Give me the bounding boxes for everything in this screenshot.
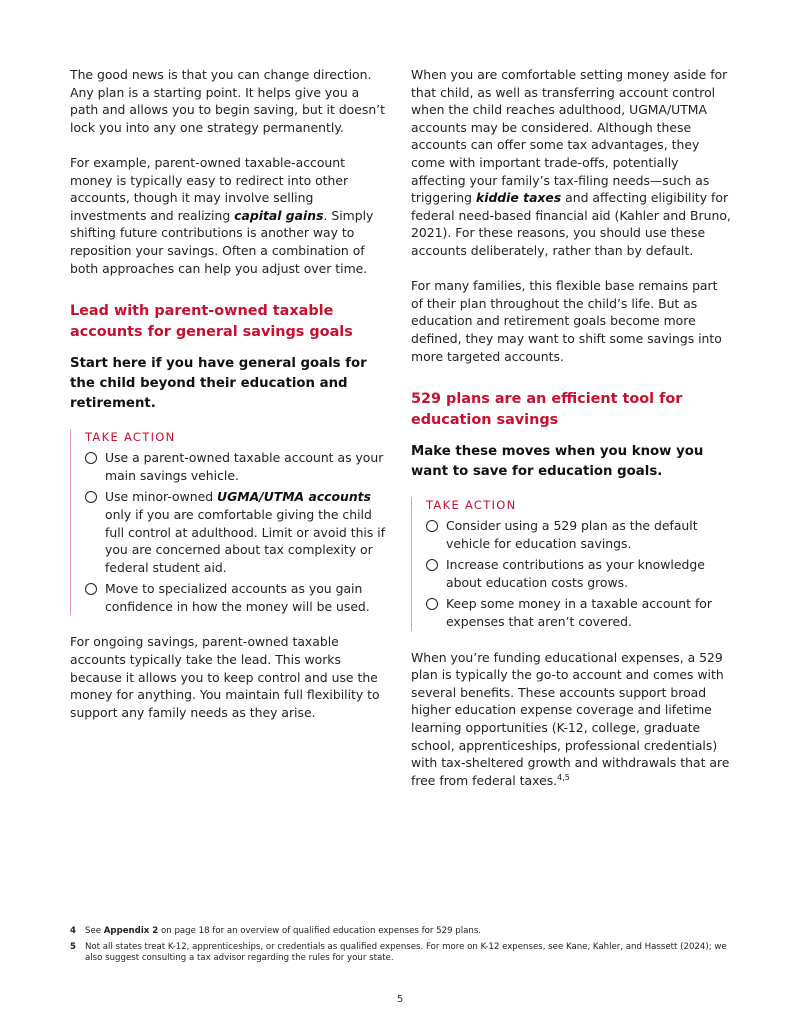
appendix-reference: Appendix 2	[103, 926, 159, 936]
paragraph: For example, parent-owned taxable-account money is typically easy to redirect into other accounts, though it may involve selling investments and realizing capital gains. Simply shifting future contributions is another way to reposition your savings. Often a combination of both approaches can help you adjust over time.	[70, 154, 374, 276]
take-action-label: TAKE ACTION	[426, 498, 517, 513]
footnote-number: 5	[70, 941, 76, 952]
list-item: Use minor-owned UGMA/UTMA accounts only if you are comfortable giving the child full control at adulthood. Limit or avoid this if you are concerned about tax complexity or federal student aid.	[85, 488, 390, 576]
term-capital-gains: capital gains	[234, 207, 324, 223]
term-ugma-utma: UGMA/UTMA accounts	[217, 489, 371, 505]
paragraph: When you’re funding educational expenses, a 529 plan is typically the go-to account and comes with several benefits. These accounts support broad higher education expense coverage and lifetime learning opportunities (K-12, college, graduate school, apprenticeships, professional credentials) with tax-sheltered growth and withdrawals that are free from federal taxes.$^{4,5}$	[411, 649, 730, 788]
paragraph: When you are comfortable setting money aside for that child, as well as transferring account control when the child reaches adulthood, UGMA/UTMA accounts may be considered. Although these accounts can offer some tax advantages, they come with important trade-offs, potentially affecting your family’s tax-filing needs—such as triggering kiddie taxes and affecting eligibility for federal need-based financial aid (Kahler and Bruno, 2021). For these reasons, you should use these accounts deliberately, rather than by default.	[411, 67, 731, 258]
section-subheading: Make these moves when you know you want to save for education goals.	[411, 444, 704, 480]
list-item: Increase contributions as your knowledge about education costs grows.	[426, 556, 733, 591]
list-item: Keep some money in a taxable account for expenses that aren’t covered.	[426, 595, 733, 630]
footnote: 4 See Appendix 2 on page 18 for an overview of qualified education expenses for 529 plans.	[70, 926, 482, 936]
list-item: Move to specialized accounts as you gain confidence in how the money will be used.	[85, 580, 390, 615]
left-column	[70, 66, 390, 739]
section-subheading: Start here if you have general goals for the child beyond their education and retirement.	[70, 356, 367, 412]
term-kiddie-taxes: kiddie taxes	[475, 190, 562, 206]
section-heading: 529 plans are an efficient tool for education savings	[411, 391, 683, 428]
circle-bullet-icon	[85, 452, 97, 464]
take-action-box	[70, 429, 390, 615]
page-number: 5	[396, 994, 404, 1005]
footnote-number: 4	[70, 926, 76, 936]
right-column	[411, 66, 733, 807]
take-action-label: TAKE ACTION	[85, 430, 176, 445]
paragraph: The good news is that you can change direction. Any plan is a starting point. It helps give you a path and allows you to begin saving, but it doesn’t lock you into any one strategy permanently.	[70, 67, 385, 135]
circle-bullet-icon	[85, 491, 97, 503]
circle-bullet-icon	[426, 559, 438, 571]
list-item: Consider using a 529 plan as the default vehicle for education savings.	[426, 517, 733, 552]
footnotes	[70, 926, 730, 969]
take-action-list	[85, 449, 390, 615]
footnote-reference: 4,5	[557, 772, 570, 782]
list-item: Use a parent-owned taxable account as your main savings vehicle.	[85, 449, 390, 484]
take-action-box	[411, 497, 733, 631]
circle-bullet-icon	[426, 598, 438, 610]
circle-bullet-icon	[426, 520, 438, 532]
paragraph: For many families, this flexible base remains part of their plan throughout the child’s life. But as education and retirement goals become more defined, they may want to shift some savings into more targeted accounts.	[411, 278, 722, 364]
footnote: 5 Not all states treat K-12, apprenticeships, or credentials as qualified expenses. For more on K-12 expenses, see Kane, Kahler, and Hassett (2024); we also suggest consulting a tax advisor regarding the rules for your state.	[70, 941, 727, 963]
take-action-list	[426, 517, 733, 631]
circle-bullet-icon	[85, 583, 97, 595]
paragraph: For ongoing savings, parent-owned taxable accounts typically take the lead. This works because it allows you to keep control and use the money for anything. You maintain full flexibility to support any family needs as they arise.	[70, 634, 380, 720]
section-heading: Lead with parent-owned taxable accounts for general savings goals	[70, 303, 353, 340]
